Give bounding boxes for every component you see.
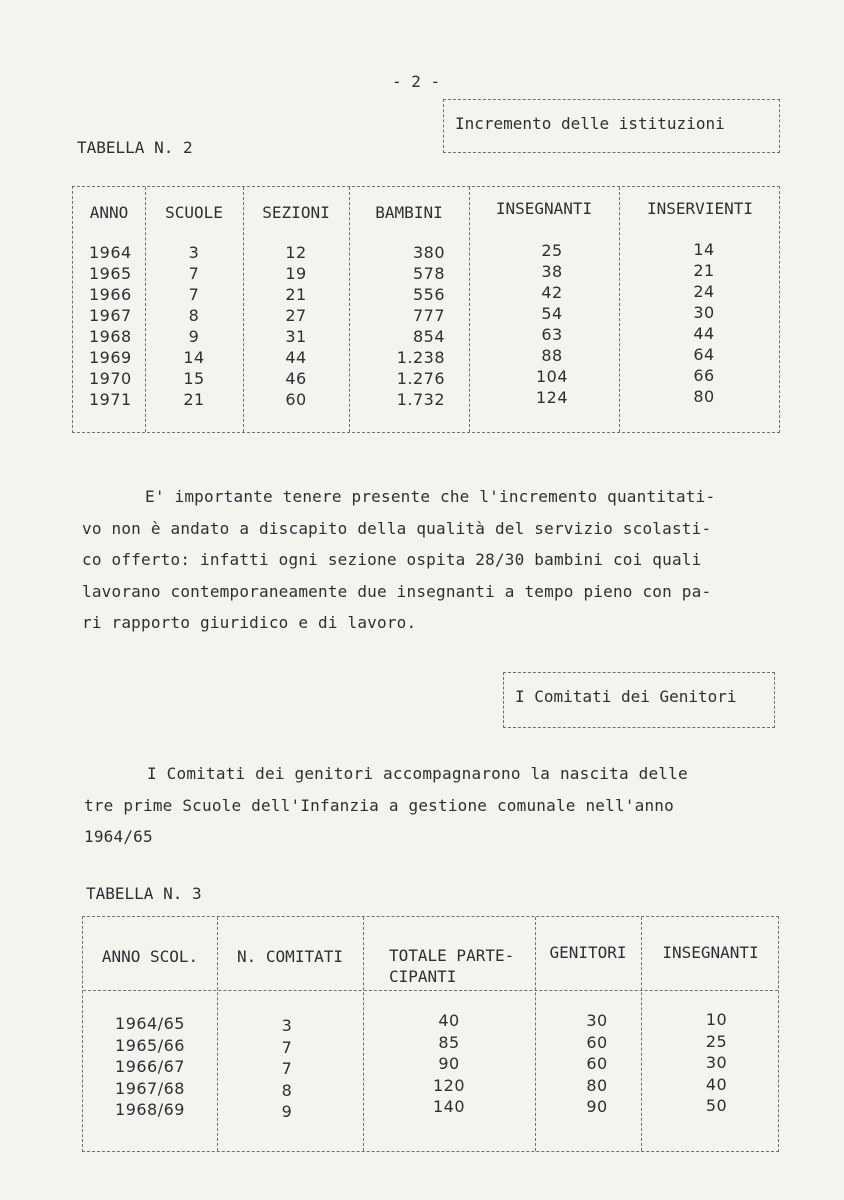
table-cell: 1.732	[396, 390, 445, 409]
table-cell: 38	[541, 262, 563, 281]
table-cell: 31	[285, 327, 307, 346]
table-cell: 88	[541, 346, 563, 365]
table-cell: 104	[535, 367, 569, 386]
table-cell: 15	[183, 369, 205, 388]
table-cell: 140	[432, 1097, 466, 1116]
table-cell: 21	[285, 285, 307, 304]
paragraph-line: E' importante tenere presente che l'incremento quantitati-	[145, 487, 716, 506]
paragraph-line: ri rapporto giuridico e di lavoro.	[82, 613, 417, 632]
column-anno-scol	[83, 1013, 217, 1121]
column-header: SEZIONI	[262, 203, 330, 222]
table-cell: 1971	[89, 390, 132, 409]
table-cell: 66	[693, 366, 715, 385]
table-cell: 8	[281, 1080, 293, 1100]
table-cell: 1968/69	[115, 1100, 185, 1119]
table-cell: 1.238	[396, 348, 445, 367]
table-cell: 120	[432, 1075, 466, 1095]
table-cell: 1.276	[396, 369, 445, 388]
table-cell: 14	[693, 240, 715, 259]
table-cell: 7	[281, 1037, 293, 1057]
table-cell: 7	[188, 285, 200, 304]
data-table-2	[72, 186, 780, 433]
table-cell: 50	[705, 1096, 728, 1115]
table-cell: 30	[586, 1011, 608, 1030]
column-header: SCUOLE	[165, 203, 223, 222]
paragraph-line: vo non è andato a discapito della qualità del servizio scolasti-	[82, 518, 712, 538]
table-cell: 21	[693, 261, 715, 280]
column-header: ANNO	[89, 203, 129, 222]
table-cell: 14	[183, 348, 205, 367]
table-cell: 1969	[89, 348, 132, 367]
table-cell: 85	[438, 1032, 460, 1052]
section-heading-box	[503, 672, 775, 728]
table-cell: 25	[705, 1031, 728, 1051]
table-cell: 46	[285, 369, 307, 388]
column-scuole	[145, 242, 243, 410]
table-cell: 64	[693, 345, 715, 364]
table-cell: 7	[188, 264, 200, 283]
table-label: TABELLA N. 3	[86, 884, 202, 903]
table-cell: 90	[438, 1054, 460, 1073]
section-heading-box	[443, 99, 780, 153]
paragraph-line: 1964/65	[84, 827, 153, 846]
table-cell: 3	[281, 1016, 293, 1035]
table-cell: 42	[541, 283, 563, 302]
table-cell: 1965/66	[115, 1035, 185, 1055]
column-header: ANNO SCOL.	[101, 947, 199, 966]
table-cell: 44	[693, 324, 715, 343]
table-cell: 854	[412, 327, 445, 346]
table-cell: 380	[412, 243, 445, 262]
column-genitori	[541, 1010, 653, 1118]
table-cell: 1968	[89, 327, 132, 346]
column-header: BAMBINI	[375, 203, 443, 222]
table-cell: 30	[693, 303, 715, 322]
paragraph-line: co offerto: infatti ogni sezione ospita 28/30 bambini coi quali	[82, 550, 702, 569]
table-cell: 1967/68	[115, 1078, 185, 1098]
table-cell: 1966/67	[115, 1057, 185, 1076]
column-header: TOTALE PARTE-	[389, 946, 515, 965]
table-cell: 556	[412, 285, 445, 304]
table-cell: 40	[705, 1074, 728, 1094]
body-paragraph	[84, 758, 784, 853]
table-cell: 60	[586, 1032, 608, 1052]
column-totale-partecipanti	[363, 1010, 535, 1118]
table-cell: 10	[705, 1010, 728, 1029]
paragraph-line: lavorano contemporaneamente due insegnanti a tempo pieno con pa-	[82, 581, 712, 601]
data-table-3	[82, 916, 779, 1152]
table-cell: 21	[183, 390, 205, 409]
column-header: N. COMITATI	[237, 947, 343, 966]
table-cell: 63	[541, 325, 563, 344]
table-cell: 7	[281, 1059, 293, 1078]
paragraph-line: I Comitati dei genitori accompagnarono la nascita delle	[147, 764, 688, 783]
paragraph-line: tre prime Scuole dell'Infanzia a gestione comunale nell'anno	[84, 795, 674, 815]
table-cell: 80	[586, 1075, 608, 1095]
column-header: CIPANTI	[389, 967, 457, 986]
body-paragraph	[82, 481, 782, 639]
table-cell: 1966	[89, 285, 132, 304]
table-cell: 60	[285, 390, 307, 409]
section-heading: I Comitati dei Genitori	[515, 687, 737, 706]
column-bambini	[349, 242, 445, 410]
column-sezioni	[243, 242, 349, 410]
table-cell: 25	[541, 241, 563, 260]
table-cell: 1970	[89, 369, 132, 388]
table-cell: 27	[285, 306, 307, 325]
table-cell: 90	[586, 1097, 608, 1116]
table-cell: 60	[586, 1054, 608, 1073]
table-cell: 578	[412, 264, 445, 283]
table-cell: 9	[188, 327, 200, 346]
table-cell: 24	[693, 282, 715, 301]
column-n-comitati	[217, 1015, 357, 1123]
table-cell: 3	[188, 243, 200, 262]
table-cell: 777	[412, 306, 445, 325]
column-header: GENITORI	[549, 943, 627, 962]
table-cell: 9	[281, 1102, 293, 1121]
column-anno	[89, 242, 139, 410]
column-header: INSEGNANTI	[495, 199, 593, 218]
table-cell: 54	[541, 304, 563, 323]
table-cell: 44	[285, 348, 307, 367]
section-heading: Incremento delle istituzioni	[455, 114, 725, 133]
column-insegnanti	[659, 1009, 774, 1117]
table-cell: 19	[285, 264, 307, 283]
column-header: INSERVIENTI	[647, 199, 753, 218]
column-header: INSEGNANTI	[662, 943, 759, 962]
table-cell: 1964	[89, 243, 132, 262]
table-cell: 40	[438, 1011, 460, 1030]
table-cell: 1965	[89, 264, 132, 283]
table-cell: 124	[535, 388, 569, 407]
table-cell: 80	[693, 387, 715, 406]
column-insegnanti	[469, 240, 635, 408]
table-cell: 30	[705, 1053, 728, 1072]
table-cell: 8	[188, 306, 200, 325]
table-cell: 12	[285, 243, 307, 262]
table-cell: 1967	[89, 306, 132, 325]
table-cell: 1964/65	[115, 1014, 185, 1033]
table-label: TABELLA N. 2	[77, 138, 193, 157]
page-number: - 2 -	[392, 72, 441, 91]
column-inservienti	[619, 239, 789, 407]
